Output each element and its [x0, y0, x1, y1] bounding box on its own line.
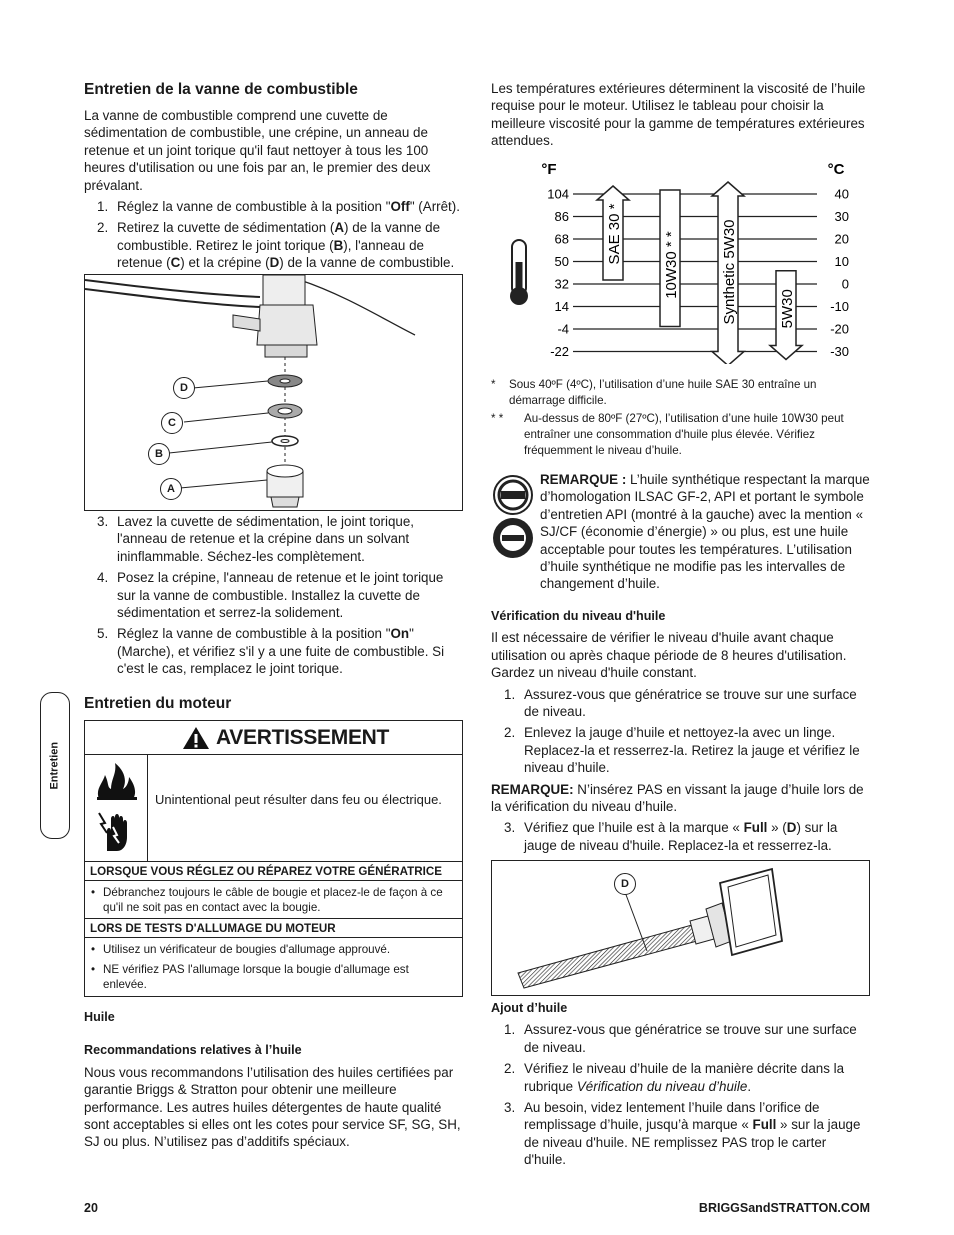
warning-bullet: • Débranchez toujours le câble de bougie et placez-le de façon à ce qu'il ne soit pas en contact avec la bougie.	[85, 885, 462, 915]
footnote-sae30: * Sous 40ºF (4ºC), l’utilisation d’une huile SAE 30 entraîne un démarrage difficile.	[491, 378, 817, 407]
left-column	[84, 80, 464, 272]
celsius-tick-label: 40	[834, 186, 849, 202]
remark-synthetic	[540, 471, 870, 593]
warning-box	[84, 720, 463, 997]
warning-bullet: • NE vérifiez PAS l'allumage lorsque la bougie d'allumage est enlevée.	[85, 962, 462, 992]
remark-label: REMARQUE :	[540, 472, 627, 487]
fahrenheit-tick-label: 104	[547, 186, 569, 202]
oil-range-synthetic-5w30	[712, 182, 744, 364]
viscosity-chart-svg	[491, 154, 871, 364]
fuel-valve-intro: La vanne de combustible comprend une cuvette de sédimentation de combustible, une crépine, un anneau de retenue et un joint torique qu'il faut nettoyer à tous les 100 heures d'utilisation ou une fois par an, le premier des deux prévalant.	[84, 108, 431, 193]
oil-range-10w30	[660, 190, 680, 327]
celsius-tick-label: -10	[830, 299, 849, 314]
right-column	[491, 80, 871, 150]
fuel-valve-title: Entretien de la vanne de combustible	[84, 81, 358, 98]
list-item: 3. Vérifiez que l’huile est à la marque « Full » (D) sur la jauge de niveau d'huile. Replacez-la et resserrez-la.	[504, 820, 838, 853]
callout-a: A	[160, 478, 182, 500]
oil-range-label: 5W30	[779, 289, 796, 329]
dipstick-figure	[491, 860, 870, 996]
fahrenheit-tick-label: 86	[554, 209, 569, 224]
callout-d-dipstick: D	[614, 873, 636, 895]
viscosity-chart	[491, 154, 871, 364]
page-number: 20	[84, 1201, 98, 1215]
oil-recommendations-heading: Recommandations relatives à l’huile	[84, 1043, 302, 1058]
oil-check-heading: Vérification du niveau d'huile	[491, 609, 666, 623]
celsius-tick-label: 30	[834, 209, 849, 224]
warning-section-heading: LORSQUE VOUS RÉGLEZ OU RÉPAREZ VOTRE GÉNÉRATRICE	[85, 862, 462, 881]
celsius-tick-label: -30	[830, 344, 849, 359]
list-item: 1. Assurez-vous que génératrice se trouve sur une surface de niveau.	[504, 1022, 857, 1055]
list-item: 2. Enlevez la jauge d’huile et nettoyez-la avec un linge. Replacez-la et resserrez-la. Retirez la jauge et vérifiez le niveau d’huile.	[504, 725, 860, 776]
celsius-tick-label: 0	[841, 276, 849, 292]
website-url: BRIGGSandSTRATTON.COM	[698, 1201, 870, 1215]
oil-section	[84, 1009, 464, 1151]
remark-text: L’huile synthétique respectant la marque d’homologation ILSAC GF-2, API et portant le symbole d’entretien API (montré à la gauche) avec la mention « SJ/CF (économie d’énergie) » ou plus, est une huile acceptable pour toutes les températures. L’utilisation d’huile synthétique ne modifie pas les intervalles de changement d’huile.	[540, 472, 870, 592]
oil-recommendations-text: Nous vous recommandons l’utilisation des huiles certifiées par garantie Briggs & Stratton pour obtenir une meilleure performance. Les autres huiles détergentes de haute qualité sont acceptables si elles ont les cotes pour service SF, SG, SH, SJ ou plus. N’utilisez pas d’additifs spéciaux.	[84, 1064, 461, 1150]
warning-header	[85, 721, 462, 755]
oil-range-label: 10W30 * *	[663, 231, 680, 299]
oil-heading: Huile	[84, 1010, 115, 1024]
oil-range-label: Synthetic 5W30	[721, 219, 738, 325]
list-item: 1. Assurez-vous que génératrice se trouve sur une surface de niveau.	[504, 686, 857, 720]
engine-maintenance-title: Entretien du moteur	[84, 695, 232, 712]
celsius-tick-label: -20	[830, 321, 849, 337]
side-tab-label: Entretien	[48, 741, 61, 790]
fahrenheit-tick-label: -4	[557, 321, 569, 337]
add-oil-section	[491, 1000, 871, 1169]
api-service-symbol-icon	[491, 475, 535, 561]
list-item: 1. Réglez la vanne de combustible à la position "Off" (Arrêt).	[97, 199, 460, 215]
fire-icon	[95, 761, 139, 801]
temperature-intro: Les températures extérieures déterminent la viscosité de l’huile requise pour le moteur. Utilisez le tableau pour choisir la meilleure viscosité pour la gamme de températures extérieures attendues.	[491, 81, 866, 149]
remark-dipstick: REMARQUE: N’insérez PAS en vissant la jauge d’huile lors de la vérification du niveau d’huile.	[491, 781, 864, 815]
callout-b: B	[148, 443, 170, 465]
list-item: 4. Posez la crépine, l'anneau de retenue et le joint torique sur la vanne de combustible. Installez la cuvette de sédimentation et serrez-la solidement.	[97, 570, 444, 621]
list-item: 3. Lavez la cuvette de sédimentation, le joint torique, l'anneau de retenue et la crépine dans un solvant ininflammable. Séchez-les complètement.	[97, 514, 415, 564]
add-oil-heading: Ajout d’huile	[491, 1001, 568, 1015]
oil-range-sae30	[597, 186, 629, 280]
warning-bullet: • Utilisez un vérificateur de bougies d'allumage approuvé.	[85, 942, 462, 957]
warning-section-heading: LORS DE TESTS D'ALLUMAGE DU MOTEUR	[85, 918, 462, 938]
fahrenheit-tick-label: -22	[550, 344, 569, 359]
fahrenheit-tick-label: 50	[554, 254, 569, 269]
warning-section-repair	[85, 861, 462, 992]
list-item: 5. Réglez la vanne de combustible à la position "On" (Marche), et vérifiez s'il y a une fuite de combustible. Si c'est le cas, remplacez le joint torique.	[97, 626, 445, 677]
fuel-valve-steps-a	[84, 198, 464, 272]
list-item: 3. Au besoin, videz lentement l’huile dans l’orifice de remplissage d’huile, jusqu’à marque « Full » sur la jauge de niveau d'huile. NE remplissez PAS trop le carter d'huile.	[504, 1100, 861, 1168]
callout-d: D	[173, 377, 195, 399]
celsius-tick-label: 20	[834, 231, 849, 247]
warning-title: AVERTISSEMENT	[216, 726, 390, 749]
chart-footnotes	[491, 377, 871, 459]
callout-c: C	[161, 412, 183, 434]
section-side-tab	[40, 692, 70, 839]
warning-triangle-icon	[182, 726, 210, 750]
fuel-valve-illustration	[85, 275, 462, 510]
fahrenheit-unit-label: °F	[541, 161, 557, 178]
warning-icons	[85, 755, 148, 861]
oil-range-label: SAE 30 *	[606, 203, 623, 265]
dipstick-illustration	[492, 861, 869, 995]
fahrenheit-tick-label: 32	[554, 276, 569, 292]
footnote-10w30: * * Au-dessus de 80ºF (27ºC), l’utilisation d’une huile 10W30 peut entraîner une consommation d'huile plus élevée. Vérifiez fréquemment le niveau d’huile.	[491, 412, 844, 457]
fuel-valve-steps-b	[84, 513, 464, 678]
oil-check-text: Il est nécessaire de vérifier le niveau d'huile avant chaque utilisation ou après chaque période de 8 heures d'utilisation. Gardez un niveau d'huile constant.	[491, 630, 847, 681]
fahrenheit-tick-label: 68	[554, 231, 569, 247]
list-item: 2. Retirez la cuvette de sédimentation (A) de la vanne de combustible. Retirez le joint torique (B), l'anneau de retenue (C) et la crépine (D) de la vanne de combustible.	[97, 220, 455, 271]
warning-body: Unintentional peut résulter dans feu ou électrique.	[155, 792, 442, 807]
celsius-unit-label: °C	[827, 161, 845, 178]
fuel-valve-figure	[84, 274, 463, 511]
celsius-tick-label: 10	[834, 254, 849, 269]
fahrenheit-tick-label: 14	[554, 299, 569, 314]
oil-check-section	[491, 608, 871, 854]
list-item: 2. Vérifiez le niveau d’huile de la manière décrite dans la rubrique Vérification du niveau d’huile.	[504, 1061, 845, 1094]
electric-shock-icon	[95, 809, 139, 853]
thermometer-icon	[510, 240, 528, 305]
